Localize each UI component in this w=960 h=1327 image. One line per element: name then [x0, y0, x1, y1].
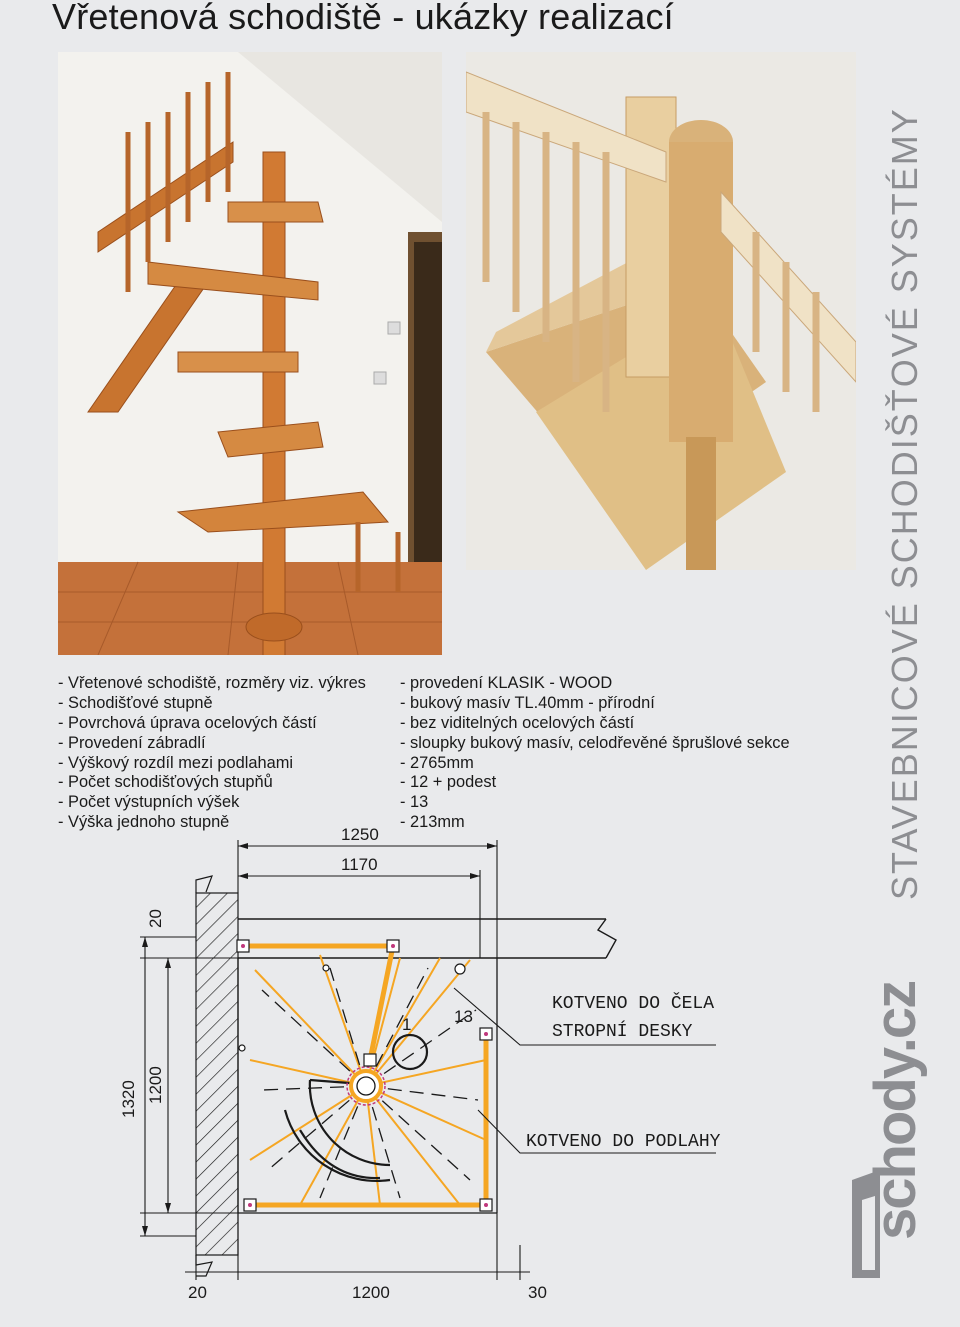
spec-value: - sloupky bukový masív, celodřevěné šprušlové sekce [400, 733, 790, 752]
spec-label: - Výškový rozdíl mezi podlahami [58, 753, 294, 772]
dim-bottom-right: 30 [528, 1283, 547, 1302]
ceiling-slab [238, 919, 616, 958]
spec-value: - provedení KLASIK - WOOD [400, 674, 613, 692]
note-floor: KOTVENO DO PODLAHY [526, 1132, 721, 1152]
dim-top-outer: 1250 [341, 825, 379, 844]
spec-label: - Počet výstupních výšek [58, 793, 240, 812]
dim-left-inner: 1200 [146, 1066, 165, 1104]
note-ceiling-line2: STROPNÍ DESKY [552, 1022, 693, 1042]
note-ceiling-line1: KOTVENO DO ČELA [552, 994, 715, 1014]
spec-value: - 12 + podest [400, 773, 497, 792]
spec-value: - 13 [400, 793, 429, 812]
step-number-last: 13 [454, 1007, 473, 1026]
brand-logo [852, 982, 928, 1278]
side-brand-text: STAVEBNICOVÉ SCHODIŠŤOVÉ SYSTÉMY [884, 107, 925, 900]
dim-bottom-mid: 1200 [352, 1283, 390, 1302]
spec-value: - 213mm [400, 813, 465, 832]
spec-label: - Výška jednoho stupně [58, 813, 230, 832]
logo-text: schody.cz [863, 981, 928, 1240]
wall-hatch [196, 876, 238, 1276]
spec-value: - bez viditelných ocelových částí [400, 713, 635, 732]
dim-left-top: 20 [146, 909, 165, 928]
dimension-arrows [142, 843, 497, 1236]
spec-label: - Počet schodišťových stupňů [58, 773, 273, 792]
spec-label: - Vřetenové schodiště, rozměry viz. výkres [58, 674, 366, 692]
spec-label: - Schodišťové stupně [58, 693, 213, 712]
dim-bottom-left: 20 [188, 1283, 207, 1302]
spec-label: - Povrchová úprava ocelových částí [58, 713, 317, 732]
spec-value: - bukový masív TL.40mm - přírodní [400, 693, 655, 712]
spec-value: - 2765mm [400, 753, 474, 772]
step-number-first: 1 [402, 1015, 412, 1034]
dim-top-inner: 1170 [341, 855, 378, 874]
dim-left-outer: 1320 [119, 1080, 138, 1118]
page-title: Vřetenová schodiště - ukázky realizací [52, 0, 674, 37]
spec-label: - Provedení zábradlí [58, 733, 206, 752]
